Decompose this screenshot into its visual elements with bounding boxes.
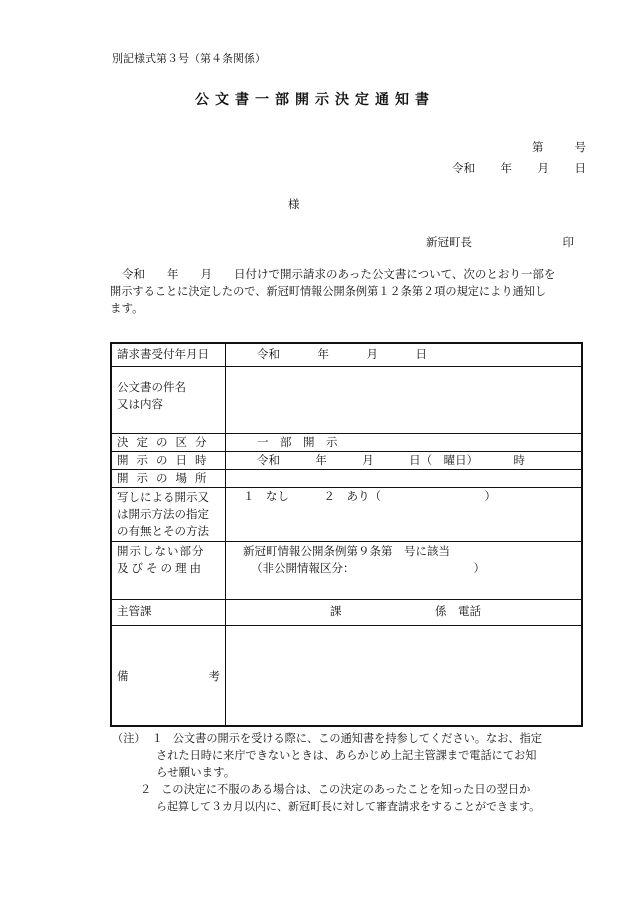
value-remarks: [227, 626, 581, 725]
row-document-subject: [112, 367, 581, 434]
label-copy-method: 写しによる開示又 は開示方法の指定 の有無とその方法: [112, 488, 226, 541]
note-1-line-1: （注） １ 公文書の開示を受ける際に、この通知書を持参してください。なお、指定: [112, 732, 542, 745]
label-decision-type: 決定の区分: [112, 434, 226, 451]
issue-date-month: 月: [537, 161, 549, 175]
row-undisclosed-part: [112, 542, 581, 600]
issue-date: [452, 162, 586, 176]
label-document-subject: 公文書の件名 又は内容: [112, 367, 226, 433]
body-line-1: 令和 年 月 日付けで開示請求のあった公文書について、次のとおり一部を: [122, 267, 556, 281]
body-line-2: 開示することに決定したので、新冠町情報公開条例第１２条第２項の規定により通知し: [110, 285, 547, 298]
issuer: [426, 236, 574, 250]
issue-date-day: 日: [574, 161, 586, 175]
issue-date-year: 年: [500, 161, 512, 175]
note-1-line-2: された日時に来庁できないときは、あらかじめ上記主管課まで電話にてお知: [156, 749, 537, 762]
note-1-line-3: らせ願います。: [156, 765, 236, 779]
value-receipt-date: 令和 年 月 日: [257, 347, 427, 361]
value-copy-method: １ なし ２ あり（ ）: [243, 489, 496, 503]
value-disclosure-place: [227, 470, 581, 487]
issue-no-prefix: 第: [532, 140, 544, 154]
issue-no-suffix: 号: [574, 140, 586, 154]
note-2-line-2: ら起算して３カ月以内に、新冠町長に対して審査請求をすることができます。: [156, 800, 541, 813]
value-department: 課 係 電話: [330, 604, 481, 618]
body-line-3: ます。: [110, 301, 144, 315]
row-department: [112, 600, 581, 626]
value-disclosure-datetime: 令和 年 月 日（ 曜日） 時: [257, 453, 525, 467]
row-copy-method: [112, 488, 581, 542]
issue-date-era: 令和: [452, 161, 475, 175]
row-decision-type: [112, 434, 581, 452]
label-remarks: 備 考: [112, 626, 226, 725]
document-title: 公文書一部開示決定通知書: [195, 92, 435, 108]
notes: [112, 730, 592, 815]
seal-mark: 印: [562, 235, 574, 249]
decision-table: [110, 342, 583, 727]
label-undisclosed-part: 開示しない部分 及びその理由: [112, 542, 226, 599]
label-disclosure-datetime: 開示の日時: [112, 452, 226, 469]
body-text: [110, 266, 588, 317]
addressee: 様: [288, 197, 300, 211]
note-2-line-1: ２ この決定に不服のある場合は、この決定のあったことを知った日の翌日か: [140, 783, 531, 796]
value-undisclosed-part: 新冠町情報公開条例第９条第 号に該当 （非公開情報区分： ）: [243, 544, 485, 575]
issuer-name: 新冠町長: [426, 235, 472, 249]
label-receipt-date: 請求書受付年月日: [112, 344, 226, 366]
form-number: 別記様式第３号（第４条関係）: [112, 52, 266, 65]
row-remarks: [112, 626, 581, 725]
row-receipt-date: [112, 344, 581, 367]
issue-number: [532, 141, 586, 155]
row-disclosure-datetime: [112, 452, 581, 470]
value-decision-type: 一 部 開 示: [257, 435, 338, 449]
value-document-subject: [227, 367, 581, 433]
row-disclosure-place: [112, 470, 581, 488]
label-department: 主管課: [112, 600, 226, 625]
label-disclosure-place: 開示の場所: [112, 470, 226, 487]
